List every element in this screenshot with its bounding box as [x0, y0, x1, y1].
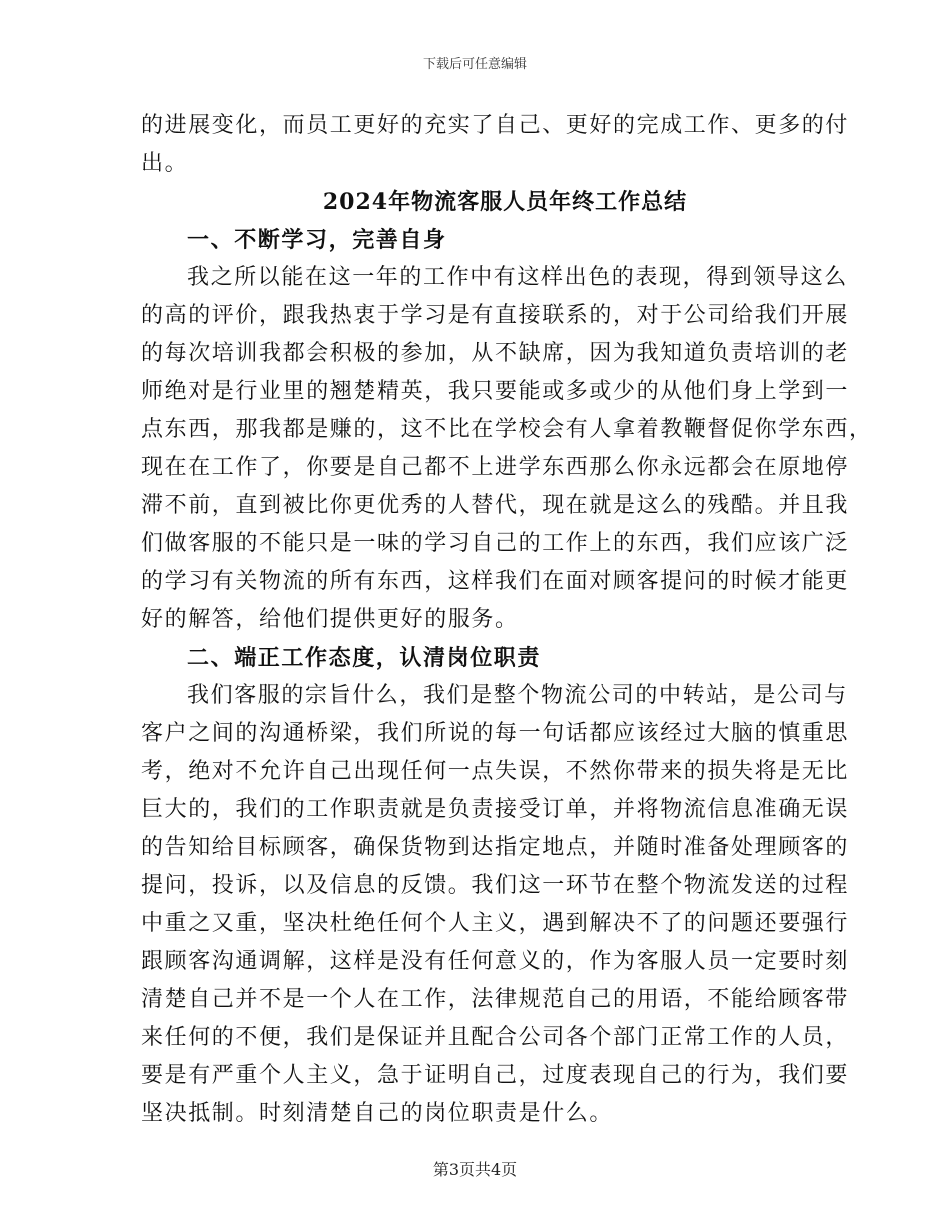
paragraph-line: 清楚自己并不是一个人在工作，法律规范自己的用语，不能给顾客带: [141, 987, 850, 1012]
paragraph-line: 的告知给目标顾客，确保货物到达指定地点，并随时准备处理顾客的: [141, 835, 850, 860]
paragraph-line: 师绝对是行业里的翘楚精英，我只要能或多或少的从他们身上学到一: [141, 379, 850, 404]
paragraph-line: 出。: [141, 151, 189, 176]
header-note: 下载后可任意编辑: [422, 57, 527, 72]
paragraph-line: 客户之间的沟通桥梁，我们所说的每一句话都应该经过大脑的慎重思: [141, 721, 850, 746]
document-title: 2024年物流客服人员年终工作总结: [322, 189, 688, 215]
paragraph-line: 要是有严重个人主义，急于证明自己，过度表现自己的行为，我们要: [141, 1063, 850, 1088]
paragraph-line: 滞不前，直到被比你更优秀的人替代，现在就是这么的残酷。并且我: [141, 493, 850, 518]
section-heading-2: 二、端正工作态度，认清岗位职责: [187, 645, 542, 671]
paragraph-line: 来任何的不便，我们是保证并且配合公司各个部门正常工作的人员，: [141, 1025, 850, 1050]
paragraph-line: 现在在工作了，你要是自己都不上进学东西那么你永远都会在原地停: [141, 455, 850, 480]
paragraph-line: 的进展变化，而员工更好的充实了自己、更好的完成工作、更多的付: [141, 113, 850, 138]
paragraph-line: 我们客服的宗旨什么，我们是整个物流公司的中转站，是公司与: [187, 683, 848, 708]
paragraph-line: 我之所以能在这一年的工作中有这样出色的表现，得到领导这么: [187, 265, 848, 290]
paragraph-line: 考，绝对不允许自己出现任何一点失误，不然你带来的损失将是无比: [141, 759, 850, 784]
paragraph-line: 巨大的，我们的工作职责就是负责接受订单，并将物流信息准确无误: [141, 797, 850, 822]
paragraph-line: 坚决抵制。时刻清楚自己的岗位职责是什么。: [141, 1101, 614, 1126]
section-heading-1: 一、不断学习，完善自身: [187, 227, 447, 253]
paragraph-line: 点东西，那我都是赚的，这不比在学校会有人拿着教鞭督促你学东西，: [141, 417, 873, 442]
paragraph-line: 提问，投诉，以及信息的反馈。我们这一环节在整个物流发送的过程: [141, 873, 850, 898]
paragraph-line: 的每次培训我都会积极的参加，从不缺席，因为我知道负责培训的老: [141, 341, 850, 366]
paragraph-line: 跟顾客沟通调解，这样是没有任何意义的，作为客服人员一定要时刻: [141, 949, 850, 974]
paragraph-line: 好的解答，给他们提供更好的服务。: [141, 607, 519, 632]
document-body: [141, 107, 873, 1133]
paragraph-line: 的学习有关物流的所有东西，这样我们在面对顾客提问的时候才能更: [141, 569, 850, 594]
page-number-footer: 第3页共4页: [432, 1160, 518, 1179]
paragraph-line: 们做客服的不能只是一味的学习自己的工作上的东西，我们应该广泛: [141, 531, 850, 556]
paragraph-line: 中重之又重，坚决杜绝任何个人主义，遇到解决不了的问题还要强行: [141, 911, 850, 936]
paragraph-line: 的高的评价，跟我热衷于学习是有直接联系的，对于公司给我们开展: [141, 303, 850, 328]
